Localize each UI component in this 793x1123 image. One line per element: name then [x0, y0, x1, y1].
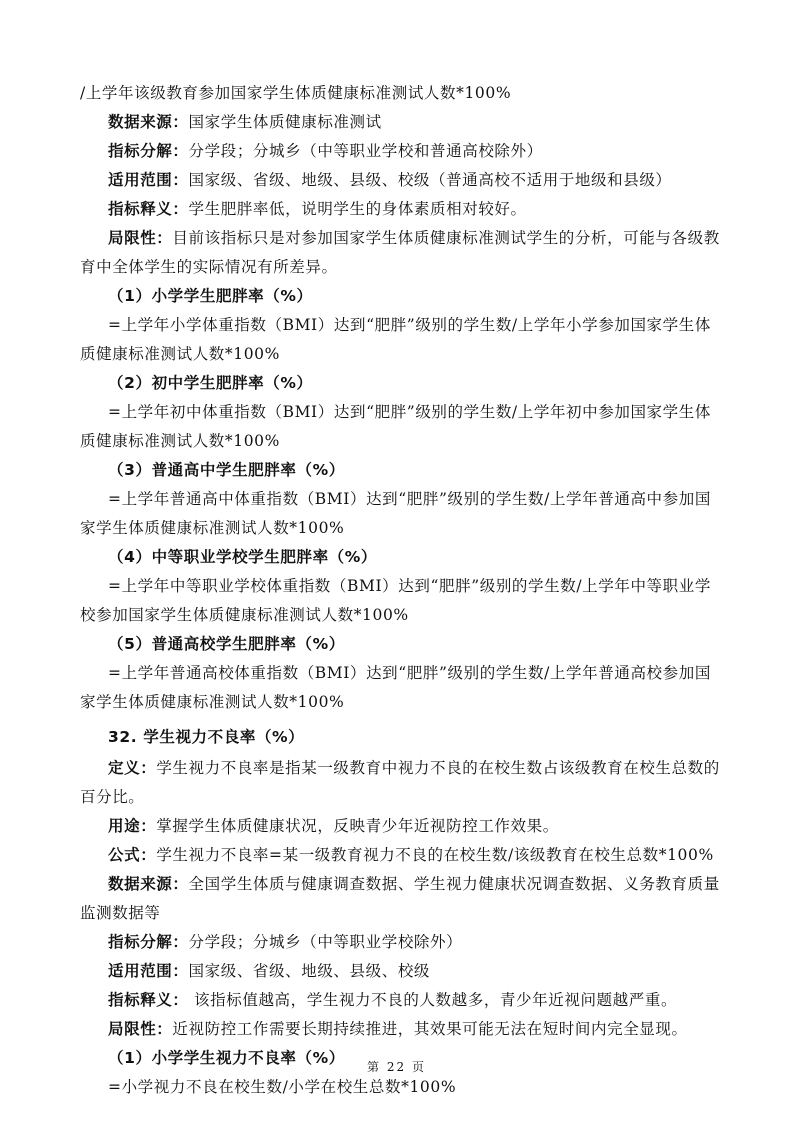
vision-scope-label: 适用范围：	[108, 962, 189, 980]
vision-meaning-label: 指标释义：	[108, 991, 189, 1009]
definition-row	[80, 754, 720, 783]
scope-row	[80, 166, 720, 195]
formula-junior-obesity: =上学年初中体重指数（BMI）达到“肥胖”级别的学生数/上学年初中参加国家学生体	[108, 403, 711, 421]
section-heading-vision: 32. 学生视力不良率（%）	[108, 728, 305, 746]
breakdown-text: 分学段；分城乡（中等职业学校和普通高校除外）	[188, 142, 543, 160]
vision-scope-text: 国家级、省级、地级、县级、校级	[188, 962, 431, 980]
vision-meaning-text: 该指标值越高，学生视力不良的人数越多，青少年近视问题越严重。	[188, 991, 678, 1009]
vision-breakdown-label: 指标分解：	[108, 933, 189, 951]
vision-breakdown-text: 分学段；分城乡（中等职业学校除外）	[188, 933, 463, 951]
paragraph-continuation: /上学年该级教育参加国家学生体质健康标准测试人数*100%	[80, 84, 512, 102]
vision-source-row-cont: 监测数据等	[80, 904, 161, 922]
formula-primary-vision: =小学视力不良在校生数/小学在校生总数*100%	[108, 1078, 457, 1096]
formula-primary-obesity: =上学年小学体重指数（BMI）达到“肥胖”级别的学生数/上学年小学参加国家学生体	[108, 316, 711, 334]
formula-row	[80, 841, 720, 870]
page-content	[80, 79, 720, 1102]
meaning-text: 学生肥胖率低，说明学生的身体素质相对较好。	[188, 200, 527, 218]
definition-label: 定义：	[108, 759, 157, 777]
subheading-junior-obesity: （2）初中学生肥胖率（%）	[108, 374, 313, 392]
subheading-primary-obesity: （1）小学学生肥胖率（%）	[108, 287, 313, 305]
definition-text: 学生视力不良率是指某一级教育中视力不良的在校生数占该级教育在校生总数的	[156, 759, 720, 777]
data-source-label: 数据来源：	[108, 113, 189, 131]
subheading-college-obesity: （5）普通高校学生肥胖率（%）	[108, 635, 345, 653]
vision-limitation-label: 局限性：	[108, 1020, 173, 1038]
formula-text: 学生视力不良率=某一级教育视力不良的在校生数/该级教育在校生总数*100%	[156, 846, 714, 864]
vision-scope-row	[80, 957, 720, 986]
limitation-row	[80, 224, 720, 253]
meaning-label: 指标释义：	[108, 200, 189, 218]
formula-label: 公式：	[108, 846, 157, 864]
limitation-row-cont: 育中全体学生的实际情况有所差异。	[80, 258, 338, 276]
scope-label: 适用范围：	[108, 171, 189, 189]
subheading-primary-vision: （1）小学学生视力不良率（%）	[108, 1049, 345, 1067]
breakdown-label: 指标分解：	[108, 142, 189, 160]
page-number: 第 22 页	[367, 1060, 426, 1074]
formula-senior-obesity: =上学年普通高中体重指数（BMI）达到“肥胖”级别的学生数/上学年普通高中参加国	[108, 490, 711, 508]
usage-label: 用途：	[108, 817, 157, 835]
data-source-text: 国家学生体质健康标准测试	[188, 113, 382, 131]
usage-row	[80, 812, 720, 841]
vision-source-row	[80, 870, 720, 899]
scope-text: 国家级、省级、地级、县级、校级（普通高校不适用于地级和县级）	[188, 171, 672, 189]
limitation-text: 目前该指标只是对参加国家学生体质健康标准测试学生的分析，可能与各级教	[172, 229, 720, 247]
formula-vocational-obesity: =上学年中等职业学校体重指数（BMI）达到“肥胖”级别的学生数/上学年中等职业学	[108, 577, 711, 595]
definition-row-cont: 百分比。	[80, 788, 145, 806]
formula-vocational-obesity-cont: 校参加国家学生体质健康标准测试人数*100%	[80, 606, 409, 624]
formula-college-obesity-cont: 家学生体质健康标准测试人数*100%	[80, 693, 345, 711]
vision-breakdown-row	[80, 928, 720, 957]
vision-meaning-row	[80, 986, 720, 1015]
formula-senior-obesity-cont: 家学生体质健康标准测试人数*100%	[80, 519, 345, 537]
data-source-row	[80, 108, 720, 137]
formula-junior-obesity-cont: 质健康标准测试人数*100%	[80, 432, 280, 450]
limitation-label: 局限性：	[108, 229, 173, 247]
usage-text: 掌握学生体质健康状况，反映青少年近视防控工作效果。	[156, 817, 559, 835]
subheading-senior-obesity: （3）普通高中学生肥胖率（%）	[108, 461, 345, 479]
meaning-row	[80, 195, 720, 224]
vision-limitation-text: 近视防控工作需要长期持续推进，其效果可能无法在短时间内完全显现。	[172, 1020, 688, 1038]
vision-source-label: 数据来源：	[108, 875, 189, 893]
vision-source-text: 全国学生体质与健康调查数据、学生视力健康状况调查数据、义务教育质量	[188, 875, 720, 893]
formula-college-obesity: =上学年普通高校体重指数（BMI）达到“肥胖”级别的学生数/上学年普通高校参加国	[108, 664, 711, 682]
breakdown-row	[80, 137, 720, 166]
subheading-vocational-obesity: （4）中等职业学校学生肥胖率（%）	[108, 548, 378, 566]
vision-limitation-row	[80, 1015, 720, 1044]
formula-primary-obesity-cont: 质健康标准测试人数*100%	[80, 345, 280, 363]
